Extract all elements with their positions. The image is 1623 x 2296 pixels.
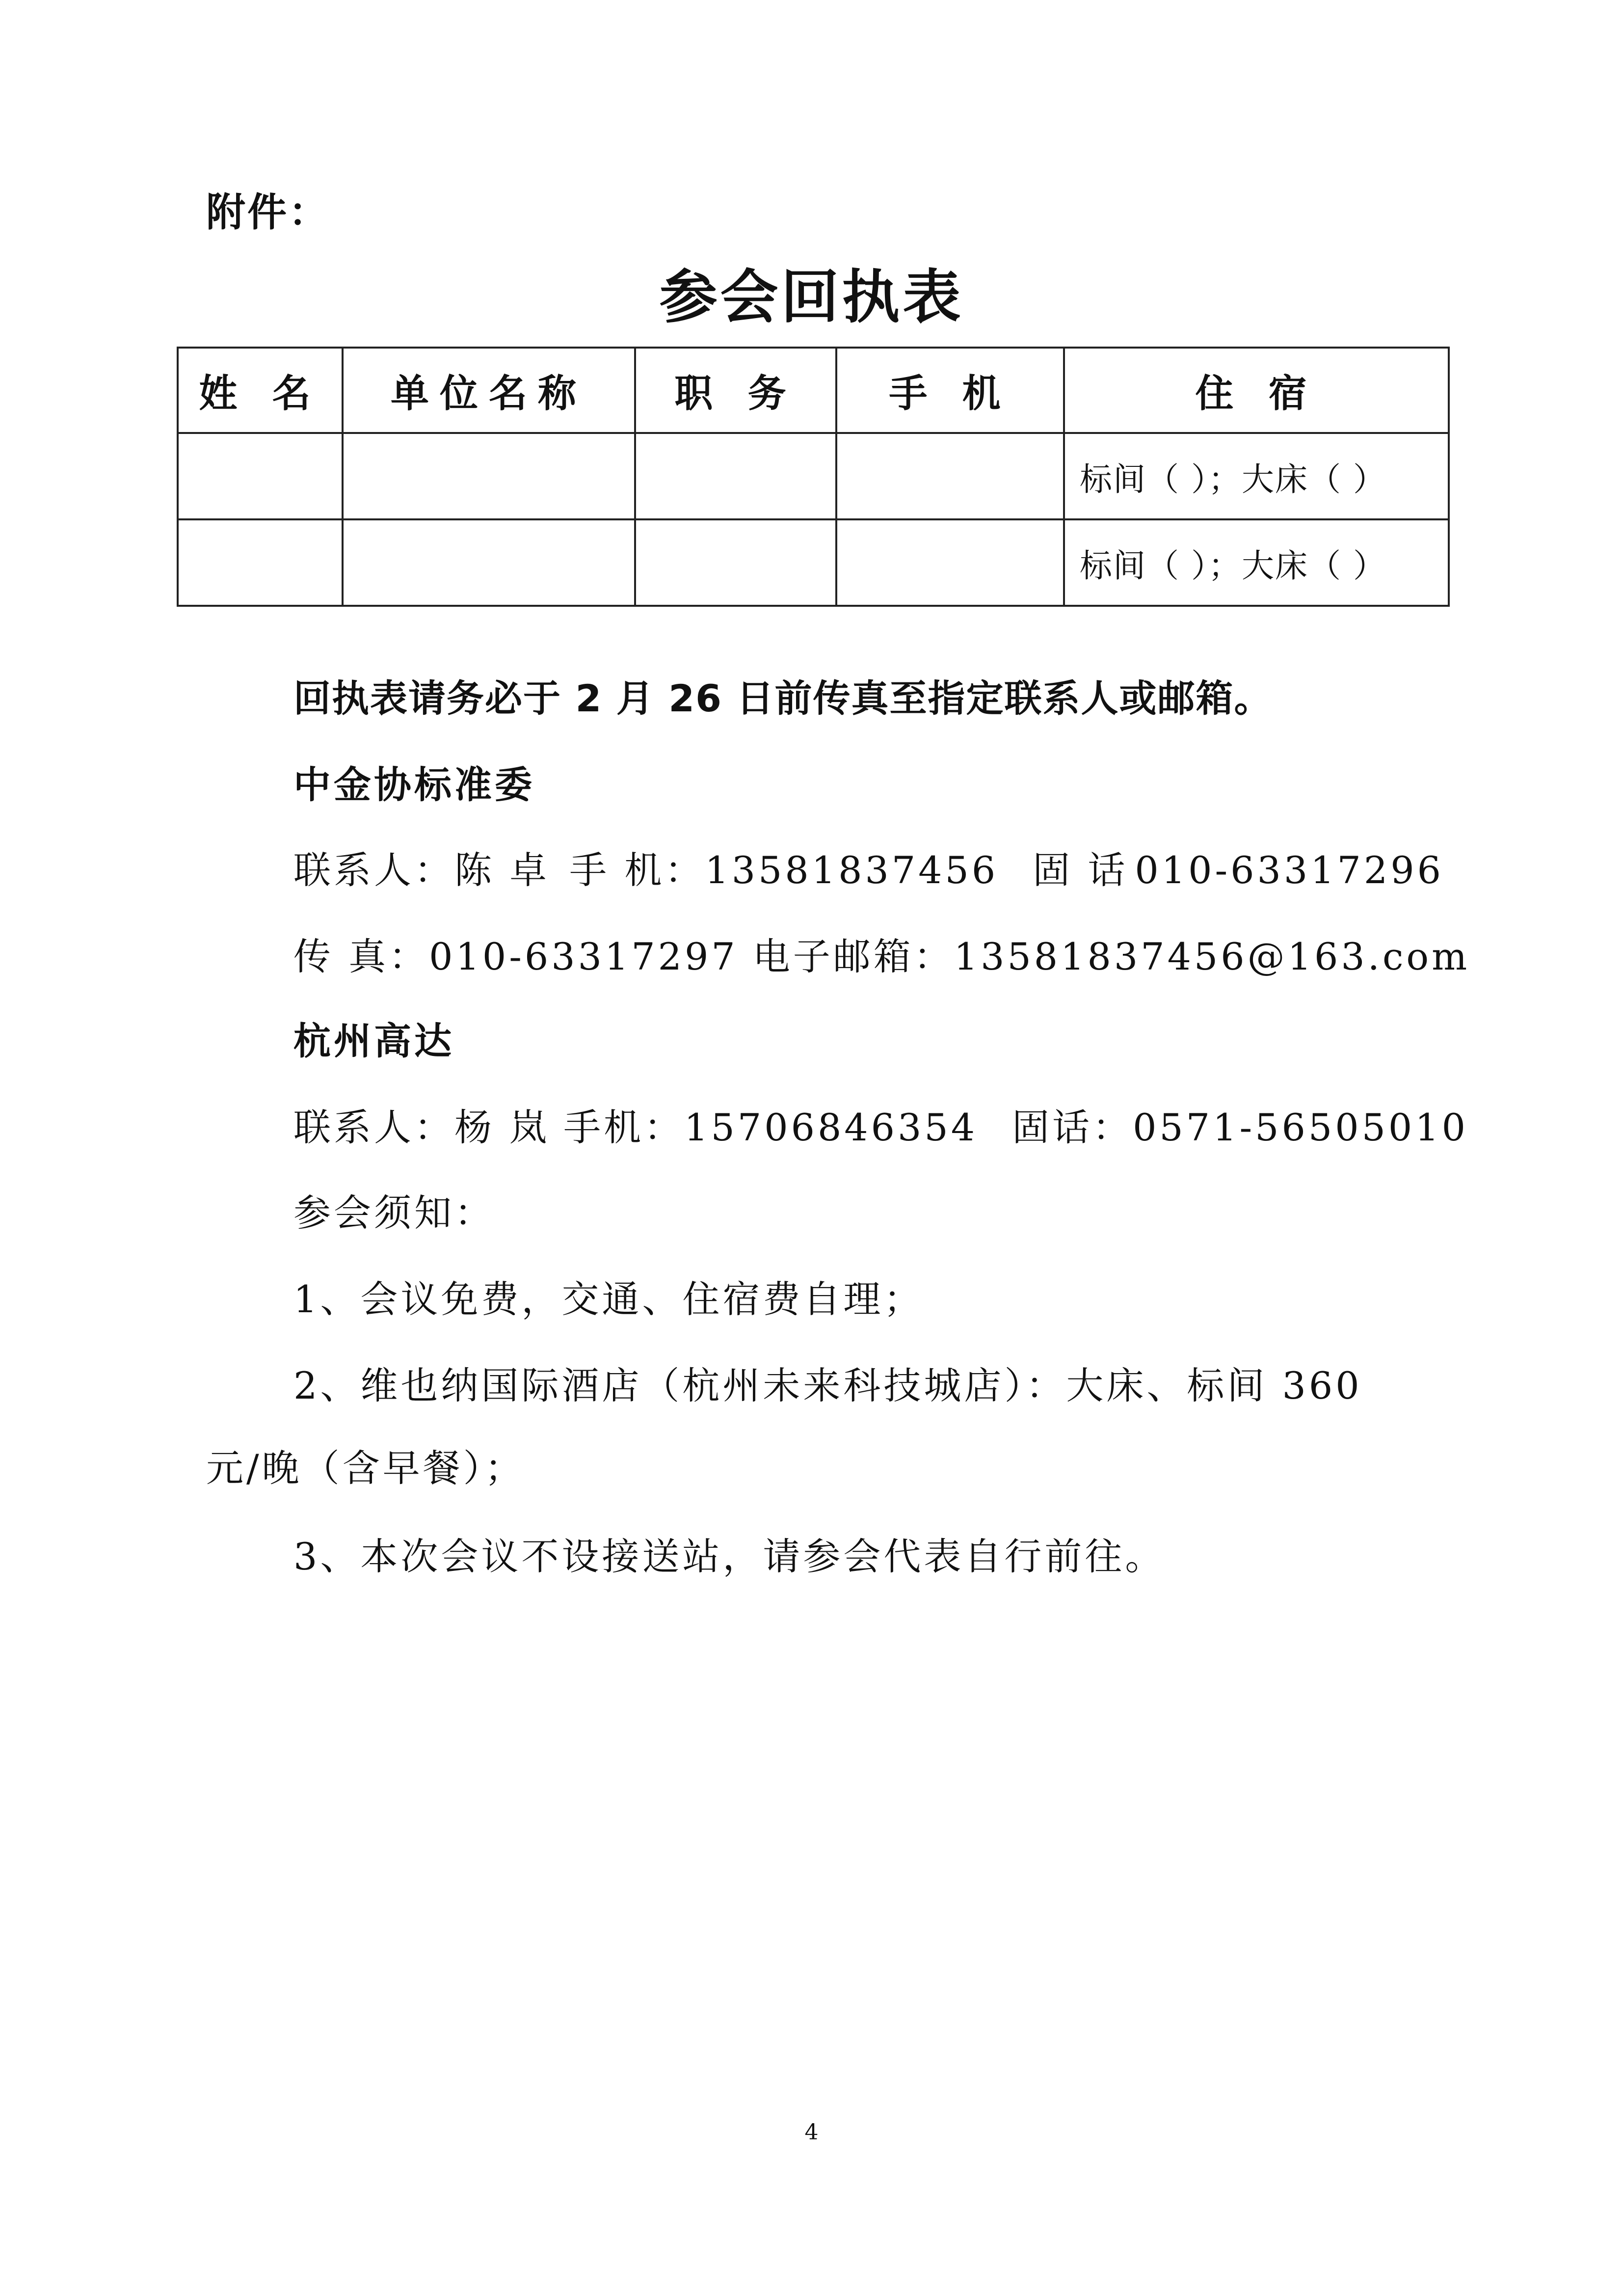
header-organization: 单位名称 — [343, 348, 635, 433]
notice-item-1: 1、会议免费，交通、住宿费自理； — [293, 1277, 924, 1321]
cell-lodging[interactable]: 标间（ ）；大床（ ） — [1064, 433, 1449, 519]
cell-name[interactable] — [178, 433, 343, 519]
header-lodging: 住 宿 — [1064, 348, 1449, 433]
email-address[interactable]: 13581837456@163.com — [954, 935, 1470, 978]
org2-name: 杭州高达 — [293, 1019, 454, 1063]
header-mobile: 手 机 — [836, 348, 1064, 433]
table-header-row — [178, 348, 1449, 433]
org1-name: 中金协标准委 — [293, 763, 535, 807]
cell-lodging[interactable]: 标间（ ）；大床（ ） — [1064, 519, 1449, 606]
contact-label: 联系人： — [293, 848, 454, 892]
cell-organization[interactable] — [343, 433, 635, 519]
contact-name: 杨 岚 — [454, 1106, 550, 1149]
phone-number: 0571-56505010 — [1133, 1106, 1468, 1149]
mobile-number: 13581837456 — [705, 848, 999, 892]
table-row — [178, 519, 1449, 606]
mobile-label: 手 机： — [569, 848, 705, 892]
org1-contact-line — [293, 840, 1444, 894]
org2-contact-line — [293, 1098, 1468, 1151]
fax-number: 010-63317297 — [429, 935, 738, 978]
cell-name[interactable] — [178, 519, 343, 606]
fax-label: 传 真： — [293, 935, 429, 978]
mobile-label: 手机： — [563, 1106, 685, 1149]
cell-mobile[interactable] — [836, 519, 1064, 606]
contact-label: 联系人： — [293, 1106, 454, 1149]
phone-label: 固 话 — [1033, 848, 1128, 892]
cell-position[interactable] — [635, 519, 836, 606]
header-name: 姓 名 — [178, 348, 343, 433]
email-label: 电子邮箱： — [752, 935, 954, 978]
mobile-number: 15706846354 — [684, 1106, 978, 1149]
notice-item-2-continued: 元/晚（含早餐）； — [206, 1446, 525, 1490]
notice-item-3: 3、本次会议不设接送站，请参会代表自行前往。 — [293, 1535, 1166, 1578]
cell-position[interactable] — [635, 433, 836, 519]
deadline-note: 回执表请务必于 2 月 26 日前传真至指定联系人或邮箱。 — [293, 676, 1273, 720]
contact-name: 陈 卓 — [454, 848, 550, 892]
phone-label: 固话： — [1012, 1106, 1133, 1149]
notice-item-2: 2、维也纳国际酒店（杭州未来科技城店）：大床、标间 360 — [293, 1364, 1362, 1407]
cell-mobile[interactable] — [836, 433, 1064, 519]
header-position: 职 务 — [635, 348, 836, 433]
notice-title: 参会须知： — [293, 1191, 495, 1235]
cell-organization[interactable] — [343, 519, 635, 606]
page-number: 4 — [804, 2120, 819, 2145]
table-row — [178, 433, 1449, 519]
attachment-label: 附件： — [206, 189, 330, 235]
rsvp-table — [177, 347, 1450, 607]
phone-number: 010-63317296 — [1135, 848, 1444, 892]
page-title: 参会回执表 — [659, 263, 964, 331]
org1-fax-line — [293, 927, 1470, 980]
